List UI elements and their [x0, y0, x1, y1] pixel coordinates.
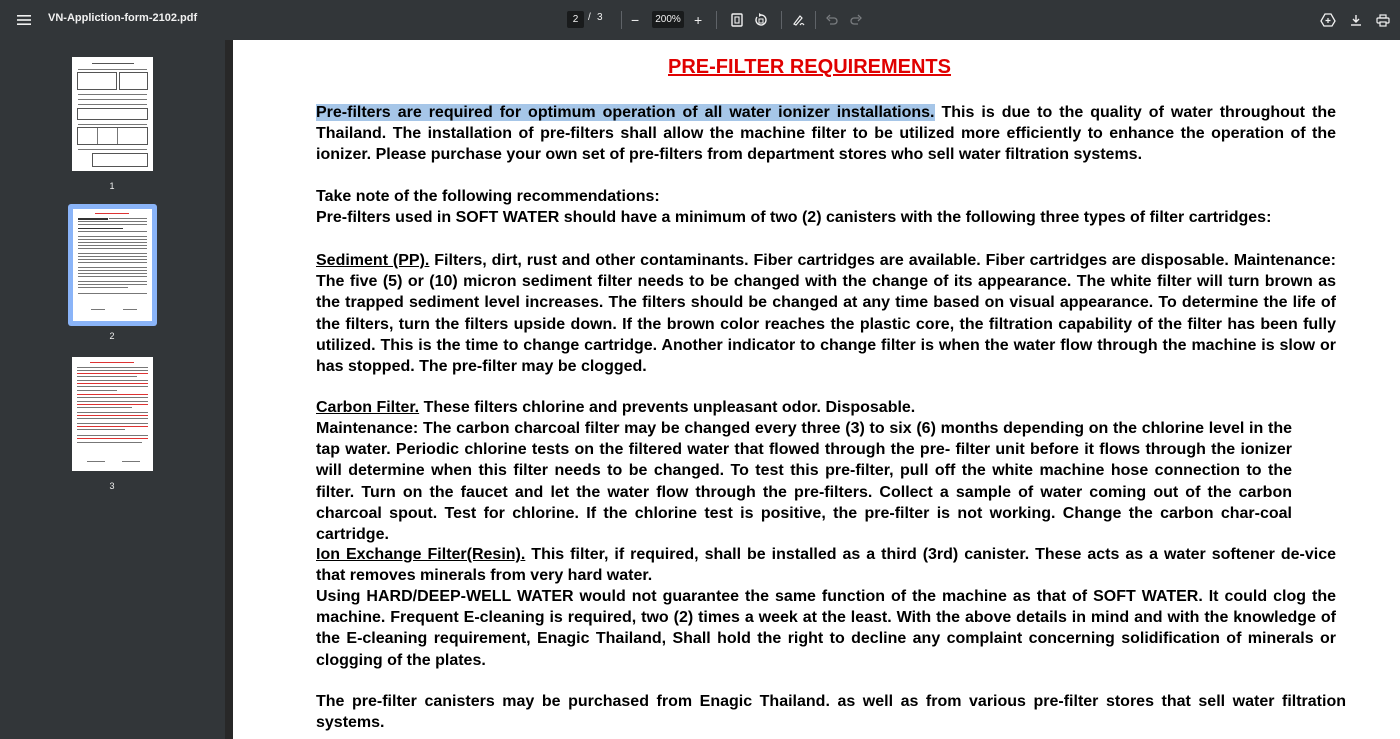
sidebar-resize-gap: [225, 40, 233, 739]
document-file-name: VN-Appliction-form-2102.pdf: [48, 12, 198, 24]
download-icon[interactable]: [1346, 10, 1366, 30]
current-page-input[interactable]: 2: [567, 11, 584, 28]
sediment-paragraph: [316, 250, 1336, 377]
thumbnail-label-1: 1: [109, 181, 115, 191]
rotate-icon[interactable]: [751, 10, 771, 30]
thumbnail-sidebar: [0, 40, 225, 739]
carbon-body: Maintenance: The carbon charcoal filter may be changed every three (3) to six (6) months depending on the chlorine level in the tap water. Periodic chlorine tests on the filtered water that flowed through the pre- filter unit before it flows through the ionizer will determine when this filter needs to be changed. To test this pre-filter, pull off the white machine hose connection to the filter. Turn on the faucet and let the water flow through the pre-filters. Collect a sample of water coming out of the carbon charcoal spout. Test for chlorine. If the chlorine test is positive, the pre-filter is not working. Change the carbon char-coal cartridge.: [316, 420, 1292, 544]
canister-paragraph: The pre-filter canisters may be purchased from Enagic Thailand. as well as from various pre-filter stores that sell water filtration systems.: [316, 693, 1346, 732]
pdf-toolbar: [0, 0, 1400, 40]
carbon-intro-paragraph: [316, 397, 1336, 418]
redo-icon[interactable]: [846, 10, 866, 30]
toolbar-divider: [815, 11, 816, 29]
drive-icon[interactable]: [1318, 10, 1338, 30]
highlighted-text: Pre-filters are required for optimum operation of all water ionizer installations.: [316, 104, 935, 121]
ion-heading: Ion Exchange Filter(Resin).: [316, 546, 526, 563]
sediment-body: Filters, dirt, rust and other contaminants. Fiber cartridges are available. Fiber cartridges are disposable. Maintenance: The five (5) or (10) micron sediment filter needs to be changed with the change of its appearance. The white filter will turn brown as the trapped sediment level increases. The filters should be changed at any time based on visual appearance. To determine the life of the filters, turn the filters upside down. If the brown color reaches the plastic core, the filtration capability of the filter has been fully utilized. This is the time to change cartridge. Another indicator to change filter is when the water flow through the machine is slow or has stopped. The pre-filter may be clogged.: [316, 252, 1337, 376]
fit-to-page-icon[interactable]: [727, 10, 747, 30]
intro-text: This is due to the quality of water throughout the Thailand. The installation of pre-filters shall allow the machine filter to be utilized more efficiently to enhance the operation of the ionizer. Please purchase your own set of pre-filters from department stores who sell water filtration systems.: [316, 104, 1336, 164]
thumbnail-label-2: 2: [109, 331, 115, 341]
intro-paragraph: [316, 102, 1336, 166]
toolbar-divider: [781, 11, 782, 29]
page-title: PRE-FILTER REQUIREMENTS: [668, 56, 951, 78]
zoom-out-button[interactable]: −: [631, 12, 640, 28]
toolbar-divider: [621, 11, 622, 29]
undo-icon[interactable]: [822, 10, 842, 30]
ion-body: This filter, if required, shall be installed as a third (3rd) canister. These acts as a water softener de-vice that removes minerals from very hard water.: [316, 546, 1337, 585]
hamburger-menu-icon[interactable]: [14, 10, 34, 30]
carbon-intro: These filters chlorine and prevents unpleasant odor. Disposable.: [419, 399, 916, 416]
note-heading: Take note of the following recommendations:: [316, 188, 660, 205]
page-separator: /: [588, 12, 591, 23]
carbon-heading: Carbon Filter.: [316, 399, 420, 416]
total-pages: 3: [597, 12, 603, 23]
thumbnail-label-3: 3: [109, 481, 115, 491]
zoom-in-button[interactable]: +: [694, 12, 703, 28]
print-icon[interactable]: [1373, 10, 1393, 30]
note-body: Pre-filters used in SOFT WATER should have a minimum of two (2) canisters with the following three types of filter cartridges:: [316, 209, 1272, 226]
ion-paragraph: [316, 544, 1336, 586]
draw-icon[interactable]: [789, 10, 809, 30]
page-thumbnail-3[interactable]: [72, 357, 153, 471]
toolbar-divider: [716, 11, 717, 29]
page-thumbnail-2[interactable]: [73, 209, 152, 321]
page-thumbnail-1[interactable]: [72, 57, 153, 171]
hard-water-paragraph: Using HARD/DEEP-WELL WATER would not guarantee the same function of the machine as that of SOFT WATER. It could clog the machine. Frequent E-cleaning is required, two (2) times a week at the least. With the above details in mind and with the knowledge of the E-cleaning requirement, Enagic Thailand, Shall hold the right to decline any complaint concerning solidification of minerals or clogging of the plates.: [316, 588, 1336, 669]
zoom-level-input[interactable]: 200%: [652, 11, 684, 28]
sediment-heading: Sediment (PP).: [316, 252, 430, 269]
document-page: [233, 40, 1400, 739]
